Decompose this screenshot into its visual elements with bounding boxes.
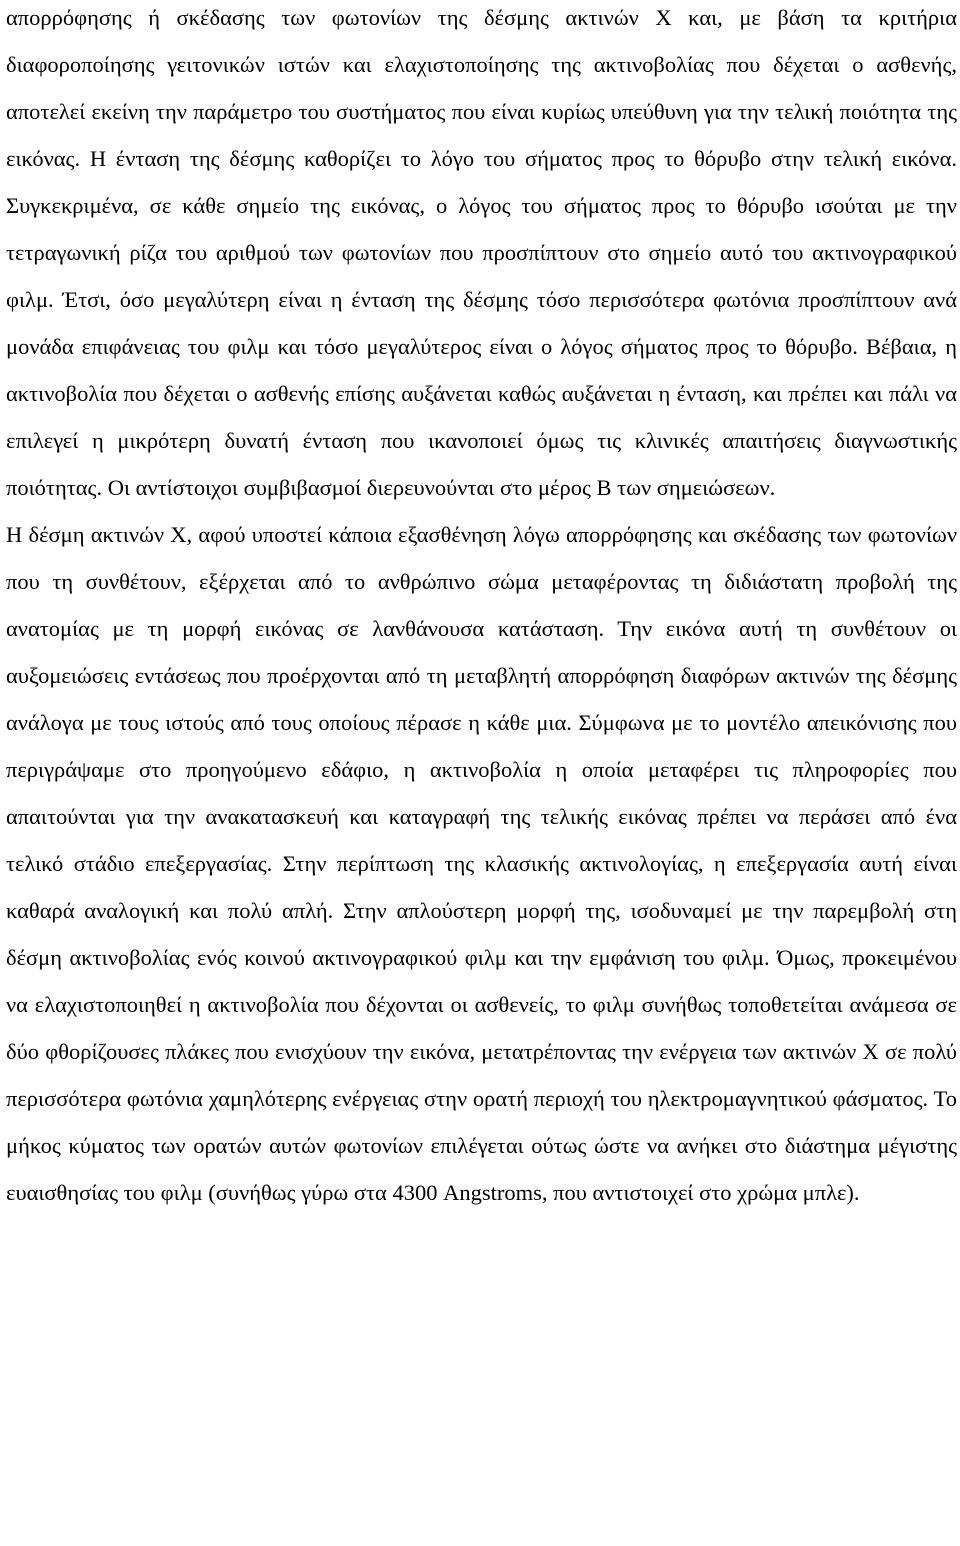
paragraph-2: Η δέσμη ακτινών Χ, αφού υποστεί κάποια εξασθένηση λόγω απορρόφησης και σκέδασης των φωτονίων που τη συνθέτουν, εξέρχεται από το ανθρώπινο σώμα μεταφέροντας τη διδιάστατη προβολή της ανατομίας με τη μορφή εικόνας σε λανθάνουσα κατάσταση. Την εικόνα αυτή τη συνθέτουν οι αυξομειώσεις εντάσεως που προέρχονται από τη μεταβλητή απορρόφηση διαφόρων ακτινών της δέσμης ανάλογα με τους ιστούς από τους οποίους πέρασε η κάθε μια. Σύμφωνα με το μοντέλο απεικόνισης που περιγράψαμε στο προηγούμενο εδάφιο, η ακτινοβολία η οποία μεταφέρει τις πληροφορίες που απαιτούνται για την ανακατασκευή και καταγραφή της τελικής εικόνας πρέπει να περάσει από ένα τελικό στάδιο επεξεργασίας. Στην περίπτωση της κλασικής ακτινολογίας, η επεξεργασία αυτή είναι καθαρά αναλογική και πολύ απλή. Στην απλούστερη μορφή της, ισοδυναμεί με την παρεμβολή στη δέσμη ακτινοβολίας ενός κοινού ακτινογραφικού φιλμ και την εμφάνιση του φιλμ. Όμως, προκειμένου να ελαχιστοποιηθεί η ακτινοβολία που δέχονται οι ασθενείς, το φιλμ συνήθως τοποθετείται ανάμεσα σε δύο φθορίζουσες πλάκες που ενισχύουν την εικόνα, μετατρέποντας την ενέργεια των ακτινών Χ σε πολύ περισσότερα φωτόνια χαμηλότερης ενέργειας στην ορατή περιοχή του ηλεκτρομαγνητικού φάσματος. Το μήκος κύματος των ορατών αυτών φωτονίων επιλέγεται ούτως ώστε να ανήκει στο διάστημα μέγιστης ευαισθησίας του φιλμ (συνήθως γύρω στα 4300 Angstroms, που αντιστοιχεί στο χρώμα μπλε). [6,522,957,1205]
paragraph-1: απορρόφησης ή σκέδασης των φωτονίων της δέσμης ακτινών Χ και, με βάση τα κριτήρια διαφοροποίησης γειτονικών ιστών και ελαχιστοποίησης της ακτινοβολίας που δέχεται ο ασθενής, αποτελεί εκείνη την παράμετρο του συστήματος που είναι κυρίως υπεύθυνη για την τελική ποιότητα της εικόνας. Η ένταση της δέσμης καθορίζει το λόγο του σήματος προς το θόρυβο στην τελική εικόνα. Συγκεκριμένα, σε κάθε σημείο της εικόνας, ο λόγος του σήματος προς το θόρυβο ισούται με την τετραγωνική ρίζα του αριθμού των φωτονίων που προσπίπτουν στο σημείο αυτό του ακτινογραφικού φιλμ. Έτσι, όσο μεγαλύτερη είναι η ένταση της δέσμης τόσο περισσότερα φωτόνια προσπίπτουν ανά μονάδα επιφάνειας του φιλμ και τόσο μεγαλύτερος είναι ο λόγος σήματος προς το θόρυβο. Βέβαια, η ακτινοβολία που δέχεται ο ασθενής επίσης αυξάνεται καθώς αυξάνεται η ένταση, και πρέπει και πάλι να επιλεγεί η μικρότερη δυνατή ένταση που ικανοποιεί όμως τις κλινικές απαιτήσεις διαγνωστικής ποιότητας. Οι αντίστοιχοι συμβιβασμοί διερευνούνται στο μέρος Β των σημειώσεων. [6,5,957,500]
